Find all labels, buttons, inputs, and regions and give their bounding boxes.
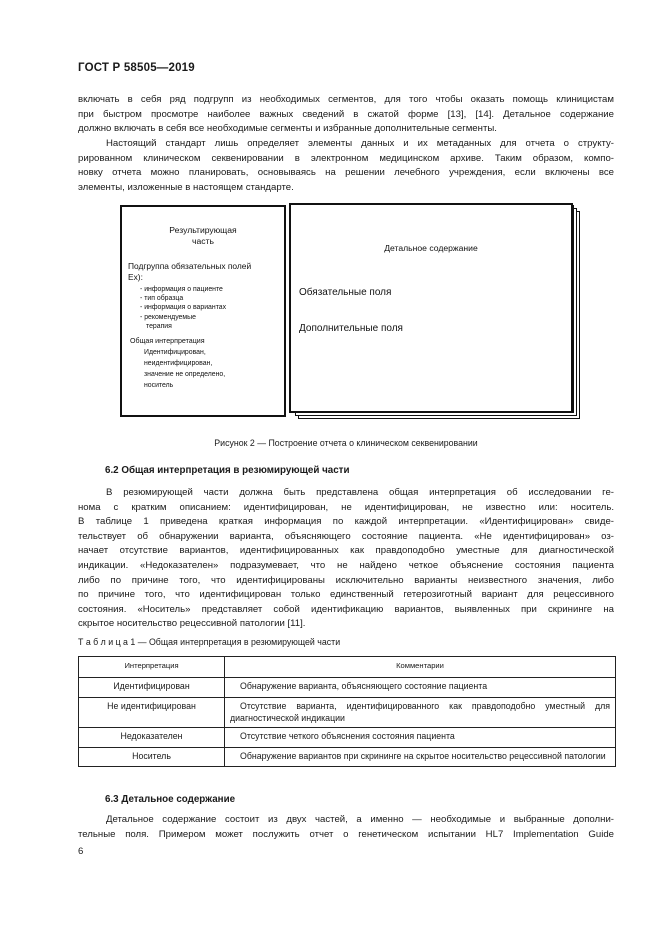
subgroup-item: терапия bbox=[146, 322, 172, 330]
table-row bbox=[79, 748, 616, 767]
text-line: состояния. «Носитель» представляет собой идентификацию вариантов, выявленных при скрининге на bbox=[78, 603, 614, 615]
subgroup-item: - тип образца bbox=[140, 295, 184, 303]
mandatory-fields-label: Обязательные поля bbox=[299, 287, 392, 298]
column-header: Интерпретация bbox=[79, 657, 225, 678]
general-interpretation-title: Общая интерпретация bbox=[130, 337, 205, 345]
text-line: скрытое носительство рецессивной патологии [11]. bbox=[78, 618, 306, 630]
section-6-2-body bbox=[78, 486, 614, 632]
table-1-caption: Т а б л и ц а 1 — Общая интерпретация в резюмирующей части bbox=[78, 637, 341, 647]
subgroup-item: - рекомендуемые bbox=[140, 313, 196, 321]
figure-caption: Рисунок 2 — Построение отчета о клиническом секвенировании bbox=[214, 438, 478, 448]
general-item: носитель bbox=[144, 382, 174, 389]
text-line: индикации. «Недоказателен» подразумевает, что не найдено четкое объяснение состояния пациента bbox=[78, 559, 614, 571]
additional-fields-label: Дополнительные поля bbox=[299, 323, 403, 334]
text-line: тельствует об обнаружении варианта, объясняющего состояние пациента. «Не идентифицирован» оз- bbox=[78, 530, 614, 542]
document-header: ГОСТ Р 58505—2019 bbox=[78, 62, 195, 74]
subgroup-title: Подгруппа обязательных полей bbox=[128, 261, 252, 271]
table-header-row bbox=[79, 657, 616, 678]
text-line: включать в себя ряд подгрупп из необходимых сегментов, для того чтобы оказать помощь клиницистам bbox=[78, 94, 614, 105]
text-line: нома с кратким описанием: идентифицирован, не идентифицирован, не известно или: носитель. bbox=[78, 501, 614, 513]
text-line: по причине того, что идентифицирован только единственный гетерозиготный вариант для рецессивного bbox=[78, 589, 614, 601]
text-line: Детальное содержание состоит из двух частей, а именно — необходимые и выбранные дополни- bbox=[106, 814, 614, 825]
interpretation-cell: Носитель bbox=[79, 748, 225, 767]
section-6-3-title: 6.3 Детальное содержание bbox=[105, 794, 236, 805]
section-6-3-body bbox=[78, 813, 614, 842]
table-row bbox=[79, 678, 616, 698]
text-line: элементы, изложенные в настоящем стандарте. bbox=[78, 181, 294, 193]
text-line: либо по причине того, что идентифицированы исключительно варианты неизвестного значения, либо bbox=[78, 574, 614, 586]
table-row bbox=[79, 728, 616, 748]
text-line: В резюмирующей части должна быть представлена общая интерпретация об исследовании ге- bbox=[106, 487, 614, 498]
summary-part-box bbox=[120, 205, 286, 417]
general-item: Идентифицирован, bbox=[144, 349, 206, 356]
detailed-content-box bbox=[289, 203, 573, 413]
scope-paragraph bbox=[78, 137, 614, 195]
comment-cell: Отсутствие варианта, идентифицированного как правдоподобно уместный для диагностической индикации bbox=[225, 698, 616, 728]
column-header: Комментарии bbox=[225, 657, 616, 678]
comment-cell: Обнаружение вариантов при скрининге на скрытое носительство рецессивной патологии bbox=[225, 748, 616, 767]
text-line: новку отчета можно планировать, основываясь на решении лечебного учреждения, если включены все bbox=[78, 167, 614, 179]
interpretation-cell: Идентифицирован bbox=[79, 678, 225, 698]
comment-cell: Отсутствие четкого объяснения состояния пациента bbox=[225, 728, 616, 748]
page-number: 6 bbox=[78, 846, 84, 857]
interpretation-table bbox=[78, 656, 616, 767]
text-line: должно включать в себя все необходимые сегменты и избранные дополнительные сегменты. bbox=[78, 123, 497, 135]
summary-title-2: часть bbox=[192, 236, 214, 246]
subgroup-item: - информация о пациенте bbox=[140, 286, 223, 293]
text-line: В таблице 1 приведена краткая информация по каждой интерпретации. «Идентифицирован» свиде- bbox=[78, 516, 614, 528]
text-line: при быстром просмотре наиболее важных сведений в сжатой форме [13], [14]. Детальное содержание bbox=[78, 108, 614, 120]
text-line: рированном клиническом секвенировании в электронном медицинском архиве. Таким образом, компо- bbox=[78, 152, 614, 164]
general-item: значение не определено, bbox=[144, 371, 226, 378]
subgroup-ex: Ex): bbox=[128, 272, 143, 282]
subgroup-item: - информация о вариантах bbox=[140, 304, 227, 312]
text-line: тельные поля. Примером может послужить отчет о генетическом испытании HL7 Implementation Guide bbox=[78, 828, 614, 840]
comment-cell: Обнаружение варианта, объясняющего состояние пациента bbox=[225, 678, 616, 698]
general-item: неидентифицирован, bbox=[144, 360, 213, 367]
interpretation-cell: Не идентифицирован bbox=[79, 698, 225, 728]
text-line: начает отсутствие вариантов, идентифицированных как правдоподобно уместные для диагностической bbox=[78, 545, 614, 557]
interpretation-cell: Недоказателен bbox=[79, 728, 225, 748]
intro-paragraph bbox=[78, 93, 614, 137]
detailed-content-title: Детальное содержание bbox=[384, 243, 478, 253]
text-line: Настоящий стандарт лишь определяет элементы данных и их метаданных для отчета о структу- bbox=[106, 138, 614, 149]
section-6-2-title: 6.2 Общая интерпретация в резюмирующей части bbox=[105, 465, 350, 476]
summary-title: Результирующая bbox=[169, 225, 237, 235]
table-row bbox=[79, 698, 616, 728]
